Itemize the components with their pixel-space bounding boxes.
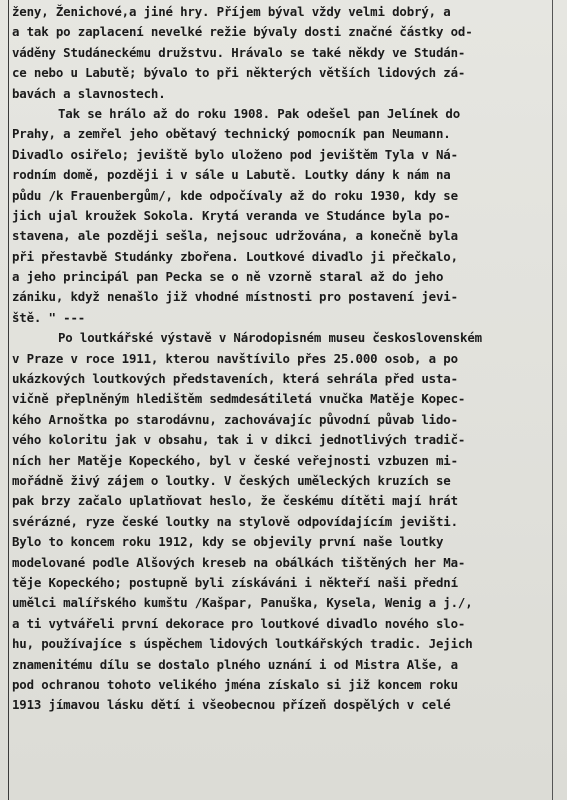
text-line: ce nebo u Labutě; bývalo to při některých větších lidových zá- (12, 65, 466, 81)
text-line: těje Kopeckého; postupně byli získáváni i někteří naši přední (12, 574, 458, 590)
text-line: jich ujal kroužek Sokola. Krytá veranda ve Studánce byla po- (12, 207, 451, 223)
text-line: v Praze v roce 1911, kterou navštívilo přes 25.000 osob, a po (12, 350, 458, 366)
left-margin-rule (8, 0, 9, 800)
text-line: vého koloritu jak v obsahu, tak i v dikci jednotlivých tradič- (12, 432, 466, 448)
text-line: pod ochranou tohoto velikého jména získalo si již koncem roku (12, 676, 458, 692)
text-line: znamenitému dílu se dostalo plného uznání i od Mistra Alše, a (12, 656, 458, 672)
text-line: ních her Matěje Kopeckého, byl v české veřejnosti vzbuzen mi- (12, 452, 458, 468)
text-line: Bylo to koncem roku 1912, kdy se objevily první naše loutky (12, 534, 444, 550)
text-line: ště. " --- (12, 309, 86, 325)
text-line: bavách a slavnostech. (12, 85, 166, 101)
text-line: a tak po zaplacení nevelké režie bývaly dosti značné částky od- (12, 24, 473, 40)
text-line: stavena, ale později sešla, nejsouc udržována, a konečně byla (12, 228, 458, 244)
right-margin-rule (552, 0, 553, 800)
text-line: Divadlo osiřelo; jeviště bylo uloženo pod jevištěm Tyla v Ná- (12, 146, 458, 162)
text-line: a jeho principál pan Pecka se o ně vzorně staral až do jeho (12, 269, 444, 285)
text-line: vičně přeplněným hledištěm sedmdesátiletá vnučka Matěje Kopec- (12, 391, 466, 407)
text-line: modelované podle Alšových kreseb na obálkách tištěných her Ma- (12, 554, 466, 570)
text-line: svérázné, ryze české loutky na stylově odpovídajícím jevišti. (12, 513, 458, 529)
text-line: 1913 jímavou lásku dětí i všeobecnou přízeň dospělých v celé (12, 697, 451, 713)
text-line: ukázkových loutkových představeních, která sehrála před usta- (12, 371, 458, 387)
text-line: kého Arnoštka po starodávnu, zachovávajíc původní půvab lido- (12, 411, 458, 427)
text-line: rodním domě, později i v sále u Labutě. Loutky dány k nám na (12, 167, 451, 183)
text-line: při přestavbě Studánky zbořena. Loutkové divadlo ji přečkalo, (12, 248, 458, 264)
text-line: zániku, když nenašlo již vhodné místnosti pro postavení jevi- (12, 289, 458, 305)
text-line: a ti vytvářeli první dekorace pro loutkové divadlo nového slo- (12, 615, 466, 631)
text-line: ženy, Ženichové,a jiné hry. Příjem býval vždy velmi dobrý, a (12, 4, 451, 19)
text-line: hu, používajíce s úspěchem lidových loutkářských tradic. Jejich (12, 636, 473, 652)
text-line: Prahy, a zemřel jeho obětavý technický pomocník pan Neumann. (12, 126, 451, 142)
paragraph-start-line: Tak se hrálo až do roku 1908. Pak odešel pan Jelínek do (58, 105, 461, 121)
text-line: váděny Studáneckému družstvu. Hrávalo se také někdy ve Studán- (12, 44, 466, 60)
text-line: půdu /k Frauenbergům/, kde odpočívaly až do roku 1930, kdy se (12, 187, 458, 203)
text-line: pak brzy začalo uplatňovat heslo, že českému dítěti mají hrát (12, 493, 458, 509)
text-line: umělci malířského kumštu /Kašpar, Panuška, Kysela, Wenig a j./, (12, 595, 473, 611)
page-text (12, 2, 550, 716)
text-line: mořádně živý zájem o loutky. V českých uměleckých kruzích se (12, 472, 451, 488)
paragraph-start-line: Po loutkářské výstavě v Národopisném museu československém (58, 330, 482, 346)
